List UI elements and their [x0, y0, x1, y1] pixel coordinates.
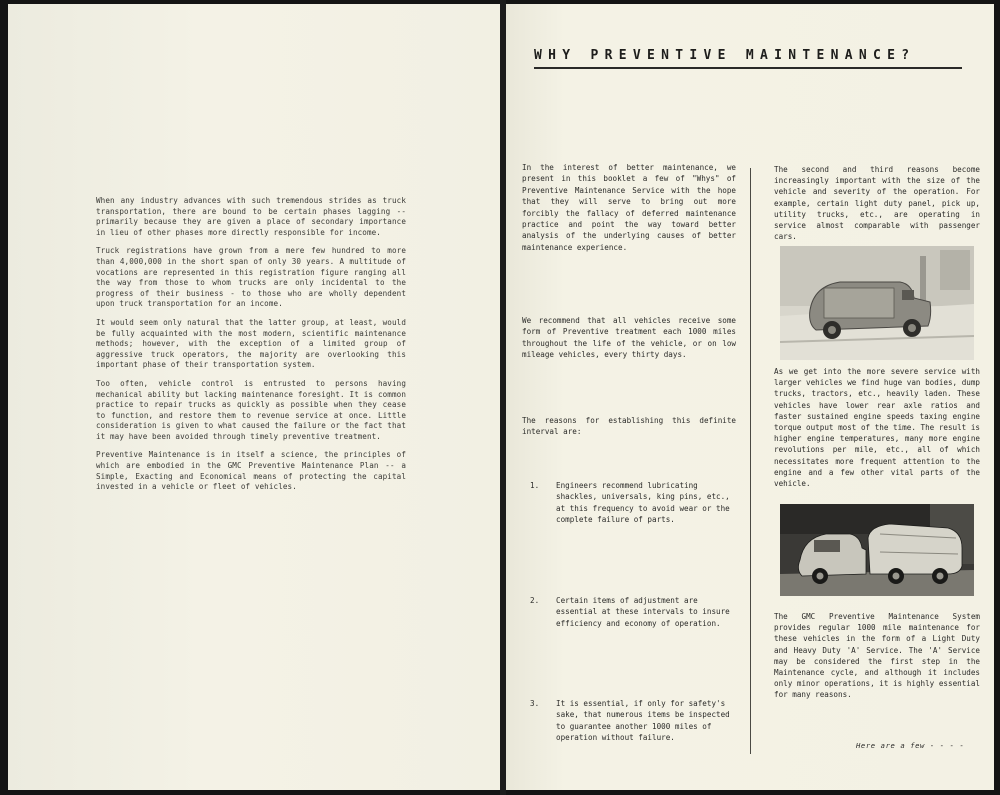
right-column-text-2: As we get into the more severe service with larger vehicles we find huge van bodies, dump trucks, tractors, etc., heavily laden. These vehicles have lower rear axle ratios and faster sustained engine speeds taxing engine torque output most of the time. The result is higher engine temperatures, many more engine revolutions per mile, etc., all of which necessitates more frequent attention to the engine and a few other vital parts of the vehicle. [774, 367, 980, 489]
intro-paragraph [522, 162, 736, 253]
column-divider [750, 168, 751, 754]
tank-truck-photo [780, 504, 974, 596]
reason-text: Engineers recommend lubricating shackles, universals, king pins, etc., at this frequency to avoid wear or the complete failure of parts. [556, 481, 730, 525]
recommend-text: We recommend that all vehicles receive some form of Preventive treatment each 1000 miles throughout the life of the vehicle, or on low mileage vehicles, every thirty days. [522, 316, 736, 360]
reason-text: Certain items of adjustment are essential at these intervals to insure efficiency and economy of operation. [556, 596, 730, 628]
reason-text: It is essential, if only for safety's sake, that numerous items be inspected to guarantee another 1000 miles of operation without failure. [556, 699, 730, 743]
left-paragraph-3: It would seem only natural that the latter group, at least, would be fully acquainted with the most modern, scientific maintenance methods; however, with the exception of a limited group of aggressive truck operators, the majority are overlooking this important phase of their transportation system. [96, 317, 406, 370]
reasons-intro-paragraph [522, 415, 736, 438]
left-page [8, 4, 500, 790]
reason-item-3 [530, 698, 740, 744]
reason-item-1 [530, 480, 740, 526]
reason-number: 1. [530, 481, 540, 490]
reasons-intro-text: The reasons for establishing this definite interval are: [522, 416, 736, 437]
left-paragraph-2: Truck registrations have grown from a mere few hundred to more than 4,000,000 in the short span of only 30 years. A multitude of vocations are represented in this registration figure ranging all the way from those to whom trucks are only incidental to the progress of their business - to those who are wholly dependent upon truck transportation for an income. [96, 246, 406, 309]
left-page-text [96, 196, 406, 501]
right-column-para-3 [774, 611, 980, 701]
intro-text: In the interest of better maintenance, we present in this booklet a few of "Whys" of Preventive Maintenance Service with the hope that they will serve to bring out more forcibly the fallacy of deferred maintenance practice and point the way toward better analysis of the underlying causes of better maintenance experience. [522, 163, 736, 252]
left-paragraph-4: Too often, vehicle control is entrusted to persons having mechanical ability but lacking maintenance foresight. It is common practice to repair trucks as quickly as possible when they cease to function, and restore them to revenue service at once. Little consideration is given to what caused the failure or the fact that it may have been avoided through timely preventive treatment. [96, 378, 406, 441]
left-paragraph-5: Preventive Maintenance is in itself a science, the principles of which are embodied in the GMC Preventive Maintenance Plan -- a Simple, Exacting and Economical means of protecting the capital invested in a vehicle or fleet of vehicles. [96, 450, 406, 492]
panel-truck-photo [780, 246, 974, 360]
page-title: WHY PREVENTIVE MAINTENANCE? [534, 48, 916, 63]
right-column-text-1: The second and third reasons become increasingly important with the size of the vehicle and severity of the operation. For example, certain light duty panel, pick up, utility trucks, etc., are operating in service almost comparable with passenger cars. [774, 165, 980, 242]
continuation-note: Here are a few - - - - [856, 741, 965, 750]
reason-number: 3. [530, 699, 540, 708]
right-page [506, 4, 994, 790]
reason-item-2 [530, 595, 740, 629]
right-column-para-1 [774, 164, 980, 242]
reason-number: 2. [530, 596, 540, 605]
recommend-paragraph [522, 315, 736, 361]
title-underline [534, 67, 962, 69]
right-column-para-2 [774, 366, 980, 489]
right-column-text-3: The GMC Preventive Maintenance System provides regular 1000 mile maintenance for these vehicles in the form of a Light Duty and Heavy Duty 'A' Service. The 'A' Service may be considered the first step in the Maintenance cycle, and although it includes only minor operations, it is highly essential for many reasons. [774, 612, 980, 700]
left-paragraph-1: When any industry advances with such tremendous strides as truck transportation, there are bound to be certain phases lagging -- primarily because they are given a place of secondary importance in lieu of other phases more directly responsible for income. [96, 196, 406, 237]
